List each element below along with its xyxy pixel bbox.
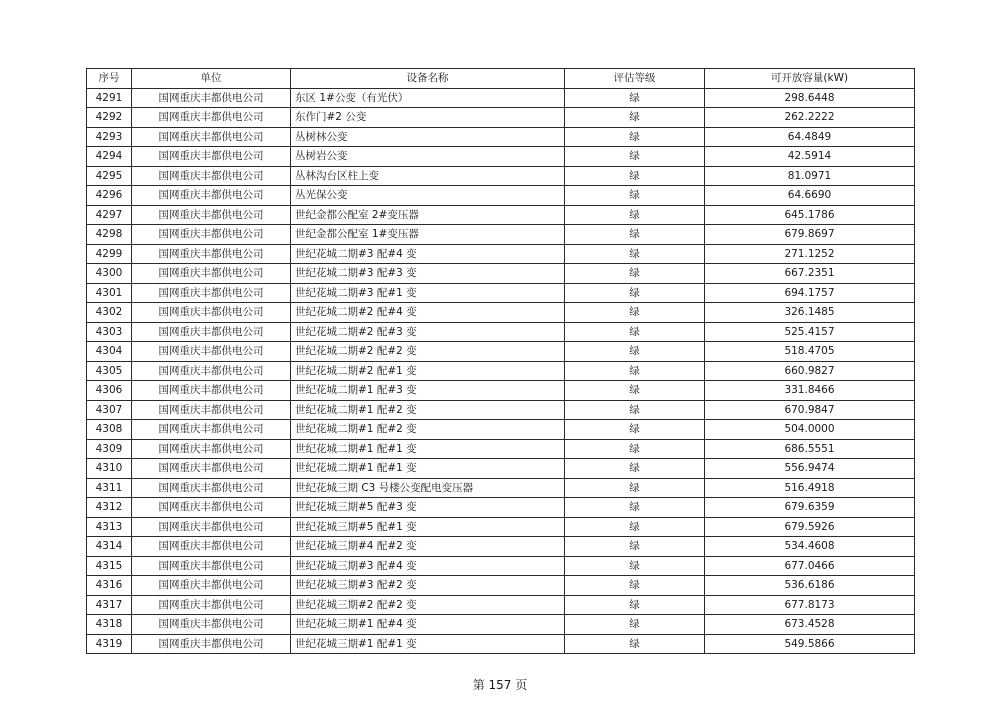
row-serial: 4314 (87, 537, 132, 557)
row-capacity: 694.1757 (705, 283, 915, 303)
table-row (87, 186, 915, 206)
header-device-name: 设备名称 (291, 69, 565, 89)
row-device-name: 世纪花城二期#2 配#1 变 (291, 361, 565, 381)
row-grade: 绿 (565, 400, 705, 420)
row-capacity: 271.1252 (705, 244, 915, 264)
row-unit: 国网重庆丰都供电公司 (132, 127, 291, 147)
row-capacity: 679.6359 (705, 498, 915, 518)
row-serial: 4309 (87, 439, 132, 459)
row-device-name: 世纪花城二期#3 配#4 变 (291, 244, 565, 264)
row-unit: 国网重庆丰都供电公司 (132, 615, 291, 635)
row-serial: 4293 (87, 127, 132, 147)
capacity-table (86, 68, 915, 654)
table-row (87, 459, 915, 479)
row-capacity: 645.1786 (705, 205, 915, 225)
row-capacity: 504.0000 (705, 420, 915, 440)
row-unit: 国网重庆丰都供电公司 (132, 634, 291, 654)
row-capacity: 525.4157 (705, 322, 915, 342)
row-serial: 4310 (87, 459, 132, 479)
table-row (87, 166, 915, 186)
row-serial: 4305 (87, 361, 132, 381)
row-device-name: 东区 1#公变（有光伏） (291, 88, 565, 108)
row-capacity: 660.9827 (705, 361, 915, 381)
row-grade: 绿 (565, 634, 705, 654)
row-capacity: 81.0971 (705, 166, 915, 186)
row-serial: 4311 (87, 478, 132, 498)
row-grade: 绿 (565, 225, 705, 245)
table-row (87, 147, 915, 167)
row-capacity: 686.5551 (705, 439, 915, 459)
table-row (87, 205, 915, 225)
row-serial: 4316 (87, 576, 132, 596)
row-grade: 绿 (565, 186, 705, 206)
row-device-name: 世纪金都公配室 1#变压器 (291, 225, 565, 245)
table-row (87, 576, 915, 596)
table-row (87, 595, 915, 615)
row-unit: 国网重庆丰都供电公司 (132, 186, 291, 206)
row-grade: 绿 (565, 264, 705, 284)
row-unit: 国网重庆丰都供电公司 (132, 478, 291, 498)
row-capacity: 679.8697 (705, 225, 915, 245)
row-serial: 4302 (87, 303, 132, 323)
row-grade: 绿 (565, 478, 705, 498)
row-capacity: 673.4528 (705, 615, 915, 635)
row-capacity: 670.9847 (705, 400, 915, 420)
row-grade: 绿 (565, 361, 705, 381)
row-capacity: 679.5926 (705, 517, 915, 537)
row-unit: 国网重庆丰都供电公司 (132, 459, 291, 479)
row-unit: 国网重庆丰都供电公司 (132, 361, 291, 381)
row-capacity: 298.6448 (705, 88, 915, 108)
row-capacity: 516.4918 (705, 478, 915, 498)
table-row (87, 400, 915, 420)
row-device-name: 世纪花城二期#3 配#3 变 (291, 264, 565, 284)
row-serial: 4315 (87, 556, 132, 576)
row-grade: 绿 (565, 556, 705, 576)
row-capacity: 518.4705 (705, 342, 915, 362)
row-unit: 国网重庆丰都供电公司 (132, 498, 291, 518)
table-row (87, 342, 915, 362)
row-grade: 绿 (565, 244, 705, 264)
table-row (87, 517, 915, 537)
row-grade: 绿 (565, 205, 705, 225)
table-row (87, 439, 915, 459)
row-serial: 4318 (87, 615, 132, 635)
row-serial: 4297 (87, 205, 132, 225)
row-device-name: 丛树林公变 (291, 127, 565, 147)
table-header-row (87, 69, 915, 89)
row-grade: 绿 (565, 576, 705, 596)
row-unit: 国网重庆丰都供电公司 (132, 225, 291, 245)
row-serial: 4292 (87, 108, 132, 128)
row-capacity: 677.0466 (705, 556, 915, 576)
row-grade: 绿 (565, 595, 705, 615)
row-grade: 绿 (565, 439, 705, 459)
row-unit: 国网重庆丰都供电公司 (132, 400, 291, 420)
row-device-name: 丛树岩公变 (291, 147, 565, 167)
header-serial: 序号 (87, 69, 132, 89)
table-row (87, 537, 915, 557)
table-row (87, 361, 915, 381)
row-unit: 国网重庆丰都供电公司 (132, 342, 291, 362)
row-capacity: 326.1485 (705, 303, 915, 323)
row-grade: 绿 (565, 381, 705, 401)
row-device-name: 世纪金都公配室 2#变压器 (291, 205, 565, 225)
row-serial: 4304 (87, 342, 132, 362)
row-grade: 绿 (565, 303, 705, 323)
row-serial: 4301 (87, 283, 132, 303)
row-device-name: 世纪花城二期#3 配#1 变 (291, 283, 565, 303)
row-device-name: 世纪花城三期#5 配#3 变 (291, 498, 565, 518)
row-capacity: 677.8173 (705, 595, 915, 615)
row-capacity: 42.5914 (705, 147, 915, 167)
table-row (87, 283, 915, 303)
row-grade: 绿 (565, 498, 705, 518)
table-row (87, 225, 915, 245)
row-serial: 4312 (87, 498, 132, 518)
row-serial: 4303 (87, 322, 132, 342)
row-unit: 国网重庆丰都供电公司 (132, 537, 291, 557)
page-number: 第 157 页 (472, 678, 528, 692)
row-device-name: 世纪花城二期#2 配#4 变 (291, 303, 565, 323)
row-serial: 4294 (87, 147, 132, 167)
table-row (87, 381, 915, 401)
row-device-name: 世纪花城三期#3 配#2 变 (291, 576, 565, 596)
row-unit: 国网重庆丰都供电公司 (132, 166, 291, 186)
row-unit: 国网重庆丰都供电公司 (132, 556, 291, 576)
row-serial: 4307 (87, 400, 132, 420)
row-serial: 4319 (87, 634, 132, 654)
row-grade: 绿 (565, 88, 705, 108)
row-device-name: 世纪花城三期#5 配#1 变 (291, 517, 565, 537)
row-unit: 国网重庆丰都供电公司 (132, 303, 291, 323)
row-serial: 4308 (87, 420, 132, 440)
row-serial: 4298 (87, 225, 132, 245)
row-device-name: 世纪花城三期#1 配#4 变 (291, 615, 565, 635)
header-unit: 单位 (132, 69, 291, 89)
header-grade: 评估等级 (565, 69, 705, 89)
header-capacity: 可开放容量(kW) (705, 69, 915, 89)
row-grade: 绿 (565, 127, 705, 147)
row-grade: 绿 (565, 166, 705, 186)
row-unit: 国网重庆丰都供电公司 (132, 595, 291, 615)
row-serial: 4300 (87, 264, 132, 284)
table-row (87, 420, 915, 440)
row-serial: 4299 (87, 244, 132, 264)
row-unit: 国网重庆丰都供电公司 (132, 439, 291, 459)
row-unit: 国网重庆丰都供电公司 (132, 264, 291, 284)
row-device-name: 世纪花城三期#1 配#1 变 (291, 634, 565, 654)
row-device-name: 东作门#2 公变 (291, 108, 565, 128)
table-row (87, 303, 915, 323)
row-unit: 国网重庆丰都供电公司 (132, 283, 291, 303)
row-grade: 绿 (565, 147, 705, 167)
row-unit: 国网重庆丰都供电公司 (132, 88, 291, 108)
row-device-name: 世纪花城三期#4 配#2 变 (291, 537, 565, 557)
row-capacity: 667.2351 (705, 264, 915, 284)
row-serial: 4306 (87, 381, 132, 401)
row-device-name: 世纪花城二期#2 配#2 变 (291, 342, 565, 362)
row-serial: 4291 (87, 88, 132, 108)
row-grade: 绿 (565, 420, 705, 440)
row-capacity: 331.8466 (705, 381, 915, 401)
row-device-name: 世纪花城二期#1 配#2 变 (291, 400, 565, 420)
table-row (87, 478, 915, 498)
row-capacity: 534.4608 (705, 537, 915, 557)
row-device-name: 世纪花城二期#1 配#1 变 (291, 459, 565, 479)
row-device-name: 世纪花城二期#1 配#3 变 (291, 381, 565, 401)
row-capacity: 556.9474 (705, 459, 915, 479)
row-unit: 国网重庆丰都供电公司 (132, 517, 291, 537)
table-row (87, 88, 915, 108)
row-unit: 国网重庆丰都供电公司 (132, 381, 291, 401)
row-grade: 绿 (565, 537, 705, 557)
row-device-name: 丛林沟台区柱上变 (291, 166, 565, 186)
row-device-name: 世纪花城三期 C3 号楼公变配电变压器 (291, 478, 565, 498)
row-unit: 国网重庆丰都供电公司 (132, 576, 291, 596)
row-device-name: 世纪花城三期#2 配#2 变 (291, 595, 565, 615)
row-device-name: 世纪花城二期#1 配#1 变 (291, 439, 565, 459)
table-row (87, 556, 915, 576)
row-capacity: 262.2222 (705, 108, 915, 128)
table-row (87, 322, 915, 342)
table-row (87, 264, 915, 284)
row-capacity: 64.6690 (705, 186, 915, 206)
row-device-name: 世纪花城二期#1 配#2 变 (291, 420, 565, 440)
row-device-name: 世纪花城二期#2 配#3 变 (291, 322, 565, 342)
row-unit: 国网重庆丰都供电公司 (132, 244, 291, 264)
row-capacity: 549.5866 (705, 634, 915, 654)
row-grade: 绿 (565, 108, 705, 128)
row-grade: 绿 (565, 322, 705, 342)
row-serial: 4317 (87, 595, 132, 615)
row-grade: 绿 (565, 459, 705, 479)
row-unit: 国网重庆丰都供电公司 (132, 108, 291, 128)
row-serial: 4296 (87, 186, 132, 206)
row-unit: 国网重庆丰都供电公司 (132, 322, 291, 342)
row-unit: 国网重庆丰都供电公司 (132, 420, 291, 440)
row-device-name: 世纪花城三期#3 配#4 变 (291, 556, 565, 576)
table-row (87, 498, 915, 518)
row-unit: 国网重庆丰都供电公司 (132, 205, 291, 225)
row-serial: 4295 (87, 166, 132, 186)
row-grade: 绿 (565, 283, 705, 303)
row-device-name: 丛光保公变 (291, 186, 565, 206)
row-grade: 绿 (565, 517, 705, 537)
table-body (87, 88, 915, 654)
row-grade: 绿 (565, 615, 705, 635)
table-row (87, 244, 915, 264)
table-row (87, 615, 915, 635)
row-capacity: 64.4849 (705, 127, 915, 147)
table-row (87, 127, 915, 147)
table-row (87, 634, 915, 654)
row-capacity: 536.6186 (705, 576, 915, 596)
row-grade: 绿 (565, 342, 705, 362)
row-serial: 4313 (87, 517, 132, 537)
row-unit: 国网重庆丰都供电公司 (132, 147, 291, 167)
table-row (87, 108, 915, 128)
